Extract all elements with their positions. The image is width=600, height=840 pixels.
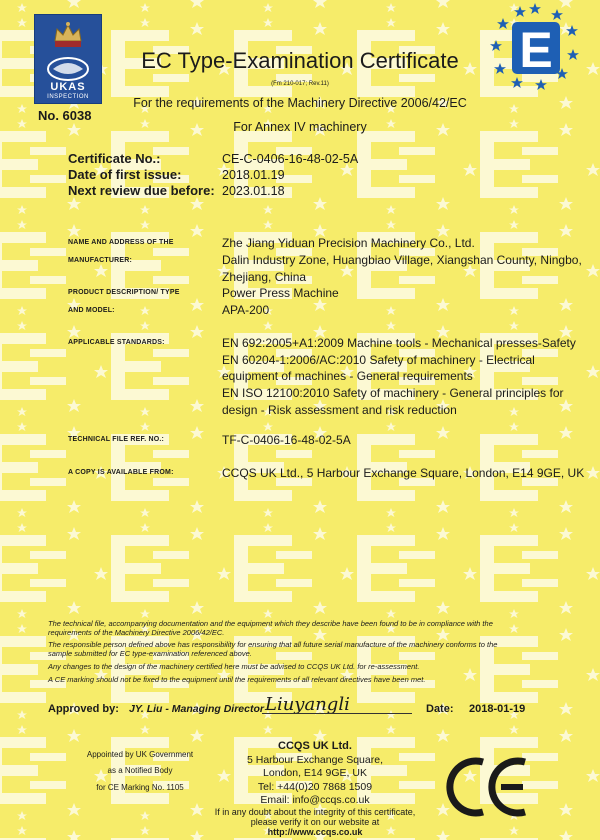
footer-address-1: 5 Harbour Exchange Square, — [246, 754, 383, 766]
technical-file-value: TF-C-0406-16-48-02-5A — [222, 433, 351, 447]
date-label: Date: — [426, 703, 454, 715]
footer-doubt-2: please verify it on our website at — [250, 817, 380, 827]
product-label-1: PRODUCT DESCRIPTION/ TYPE — [68, 289, 180, 296]
notified-line-1: Appointed by UK Government — [86, 750, 194, 759]
ukas-name: UKAS — [50, 81, 86, 93]
technical-file-label: TECHNICAL FILE REF. NO.: — [68, 436, 165, 443]
signature-line — [262, 713, 412, 714]
footer-doubt-1: If in any doubt about the integrity of this certificate, — [214, 807, 416, 817]
ukas-number: No. 6038 — [38, 108, 92, 123]
review-value: 2023.01.18 — [222, 184, 285, 198]
approver-name: JY. Liu - Managing Director — [129, 703, 264, 715]
certificate-no-label: Certificate No.: — [68, 151, 161, 166]
standard-line: EN 60204-1:2006/AC:2010 Safety of machinery - Electrical — [222, 353, 535, 367]
note-line: sample submitted for EC type-examination referenced above. — [48, 649, 252, 658]
ccqs-star-logo — [490, 2, 580, 92]
note-line: Any changes to the design of the machinery certified here must be advised to CCQS UK Ltd. for re-assessment. — [48, 662, 420, 671]
copy-label: A COPY IS AVAILABLE FROM: — [68, 469, 174, 476]
notified-line-2: as a Notified Body — [107, 766, 173, 775]
approved-label: Approved by: — [48, 703, 119, 715]
manufacturer-label-1: NAME AND ADDRESS OF THE — [68, 239, 174, 246]
certificate-no-value: CE-C-0406-16-48-02-5A — [222, 152, 359, 166]
annex-line: For Annex IV machinery — [233, 120, 367, 134]
standards-label: APPLICABLE STANDARDS: — [68, 339, 165, 346]
ce-mark-icon — [443, 756, 535, 818]
footer-company: CCQS UK Ltd. — [278, 740, 352, 752]
footer-website: http://www.ccqs.co.uk — [267, 827, 363, 837]
form-reference: (Fm 210-017; Rev.11) — [271, 81, 329, 87]
footer-email: Email: info@ccqs.co.uk — [260, 794, 370, 806]
product-description: Power Press Machine — [222, 286, 339, 300]
manufacturer-label-2: MANUFACTURER: — [68, 257, 133, 264]
note-line: The responsible person defined above has responsibility for ensuring that all future serial manufacture of the machinery conforms to the — [48, 640, 498, 649]
manufacturer-line-3: Zhejiang, China — [222, 270, 307, 284]
notified-line-3: for CE Marking No. 1105 — [96, 783, 184, 792]
date-value: 2018-01-19 — [469, 703, 526, 715]
footer-address-2: London, E14 9GE, UK — [263, 767, 367, 779]
product-label-2: AND MODEL: — [68, 307, 115, 314]
standard-line: equipment of machines - General requirements — [222, 369, 473, 383]
product-model: APA-200 — [222, 303, 270, 317]
standard-line: design - Risk assessment and risk reduction — [222, 403, 457, 417]
review-label: Next review due before: — [68, 183, 215, 198]
manufacturer-line-1: Zhe Jiang Yiduan Precision Machinery Co., Ltd. — [222, 236, 475, 250]
copy-value: CCQS UK Ltd., 5 Harbour Exchange Square, London, E14 9GE, UK — [222, 466, 585, 480]
ukas-sub: INSPECTION — [47, 94, 89, 100]
note-line: The technical file, accompanying documentation and the equipment which they describe have been found to be in compliance with the — [48, 619, 493, 628]
ccqs-letter: E — [519, 22, 553, 78]
standard-line: EN ISO 12100:2010 Safety of machinery - General principles for — [222, 386, 564, 400]
first-issue-value: 2018.01.19 — [222, 168, 285, 182]
directive-line: For the requirements of the Machinery Directive 2006/42/EC — [133, 96, 467, 110]
first-issue-label: Date of first issue: — [68, 167, 182, 182]
signature: Liuyangli — [265, 694, 350, 715]
note-line: requirements of the Machinery Directive 2006/42/EC. — [48, 628, 225, 637]
standard-line: EN 692:2005+A1:2009 Machine tools - Mechanical presses-Safety — [222, 336, 576, 350]
manufacturer-line-2: Dalin Industry Zone, Huangbiao Village, Xiangshan County, Ningbo, — [222, 253, 582, 267]
note-line: A CE marking should not be fixed to the equipment until the requirements of all relevant directives have been met. — [48, 675, 426, 684]
footer-tel: Tel: +44(0)20 7868 1509 — [257, 781, 373, 793]
certificate-title: EC Type-Examination Certificate — [141, 48, 459, 73]
